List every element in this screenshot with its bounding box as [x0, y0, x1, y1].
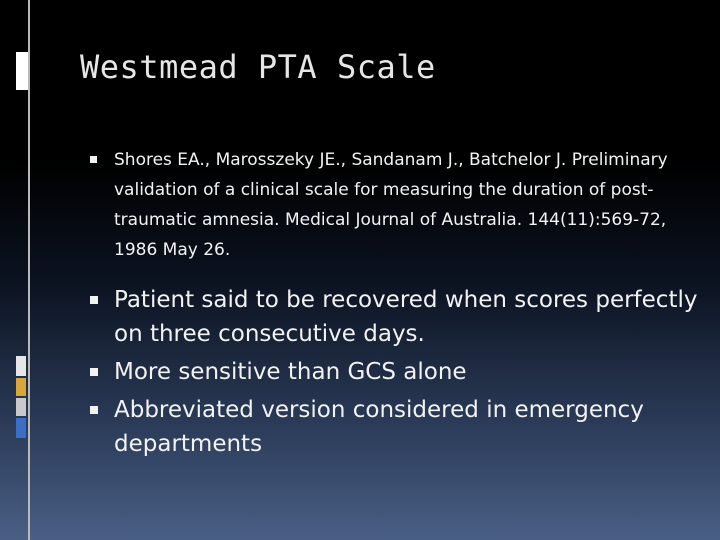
bullet-item-reference — [90, 145, 700, 265]
slide-title: Westmead PTA Scale — [80, 48, 436, 86]
square-bullet-icon — [90, 406, 98, 414]
bullet-text: Patient said to be recovered when scores perfectly on three consecutive days. — [114, 287, 698, 347]
bullet-item-abbreviated — [90, 393, 700, 461]
bullet-text: More sensitive than GCS alone — [114, 359, 467, 385]
bullet-list — [90, 145, 700, 465]
decorative-block-blue — [16, 418, 26, 438]
bullet-text: Abbreviated version considered in emergency departments — [114, 397, 644, 457]
square-bullet-icon — [90, 296, 98, 304]
bullet-text: Shores EA., Marosszeky JE., Sandanam J., Batchelor J. Preliminary validation of a clinical scale for measuring the duration of post-traumatic amnesia. Medical Journal of Australia. 144(11):569-72, 1986 May 26. — [114, 150, 668, 260]
decorative-block-gray — [16, 398, 26, 416]
decorative-block-light — [16, 356, 26, 376]
decorative-block-gold — [16, 378, 26, 396]
square-bullet-icon — [90, 156, 97, 163]
bullet-item-sensitivity — [90, 355, 700, 389]
decorative-bar-white — [16, 52, 28, 90]
square-bullet-icon — [90, 368, 98, 376]
left-divider-line — [28, 0, 30, 540]
bullet-item-recovery — [90, 283, 700, 351]
